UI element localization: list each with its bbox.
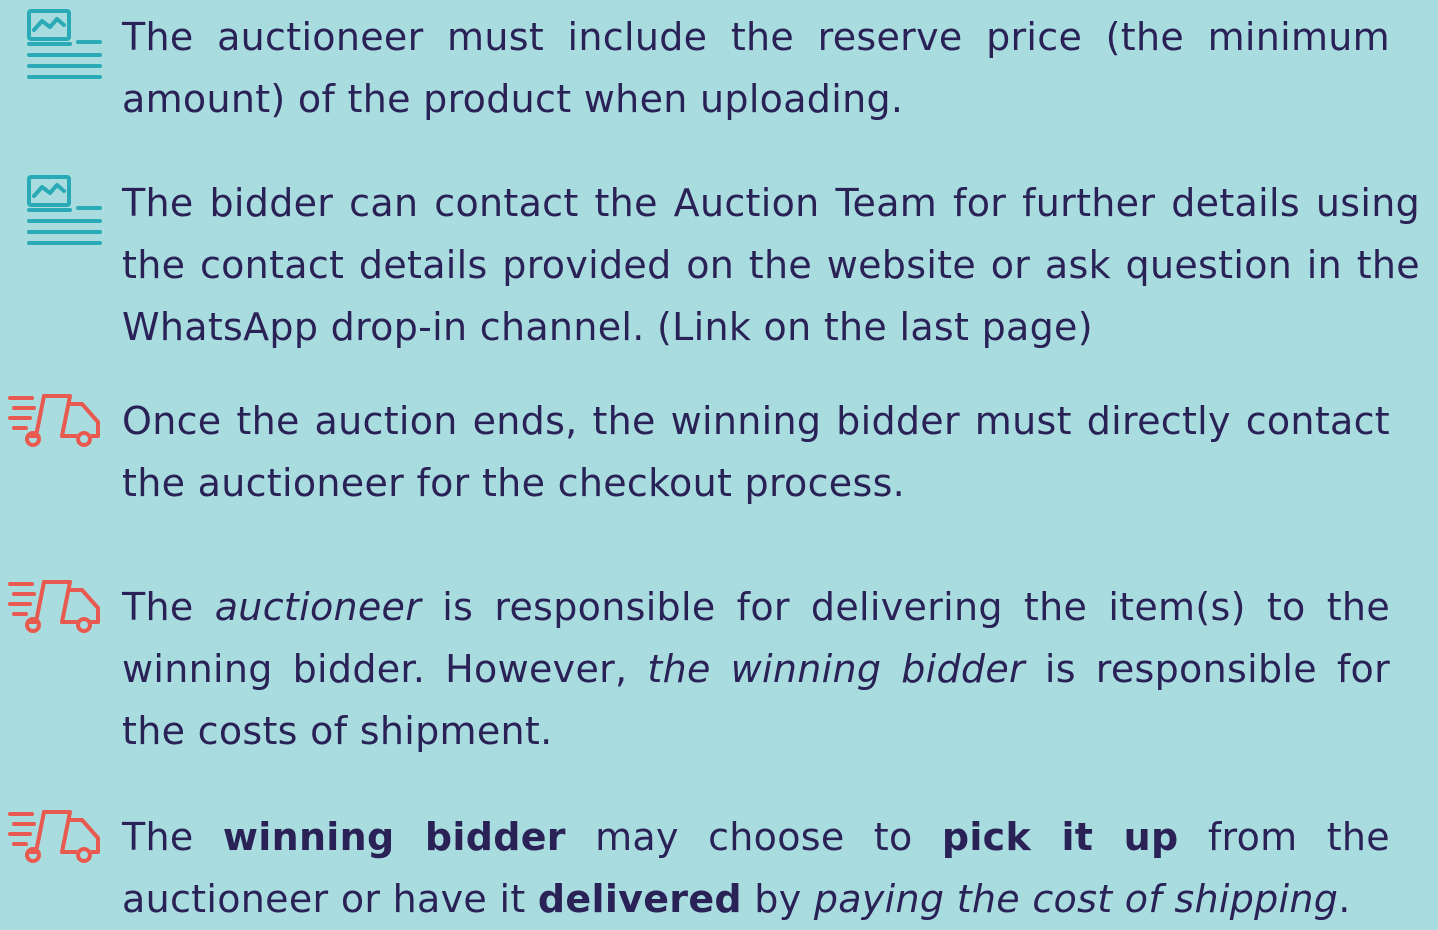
delivery-truck-icon [8, 578, 104, 634]
text-segment: is responsible for delivering the item(s) to the winning bidder. However, [122, 585, 1390, 691]
delivery-truck-icon [8, 808, 104, 864]
text-segment: winning bidder [222, 815, 566, 859]
text-segment: is responsible for the costs of shipment. [122, 647, 1390, 753]
text-segment: by [741, 877, 814, 921]
delivery-truck-icon [8, 392, 104, 448]
text-segment: paying the cost of shipping [813, 877, 1339, 921]
bullet-text [122, 806, 1390, 930]
text-segment: The auctioneer must include the reserve price (the minimum amount) of the product when uploading. [122, 15, 1390, 121]
bullet-text [122, 6, 1390, 130]
text-segment: The [122, 585, 215, 629]
text-segment: the winning bidder [647, 647, 1025, 691]
document-image-icon [26, 8, 104, 82]
text-segment: delivered [537, 877, 742, 921]
text-segment: . [1338, 877, 1351, 921]
text-segment: from the auctioneer or have it [122, 815, 1390, 921]
text-segment: The [122, 815, 223, 859]
text-segment: The bidder can contact the Auction Team for further details using the contact details provided on the website or ask question in the WhatsApp drop-in channel. (Link on the last page) [122, 181, 1420, 349]
text-segment: pick it up [941, 815, 1179, 859]
bullet-text [122, 576, 1390, 762]
bullet-text [122, 172, 1420, 358]
text-segment: Once the auction ends, the winning bidder must directly contact the auctioneer for the checkout process. [122, 399, 1390, 505]
text-segment: may choose to [565, 815, 942, 859]
text-segment: auctioneer [214, 585, 422, 629]
document-image-icon [26, 174, 104, 248]
bullet-text [122, 390, 1390, 514]
